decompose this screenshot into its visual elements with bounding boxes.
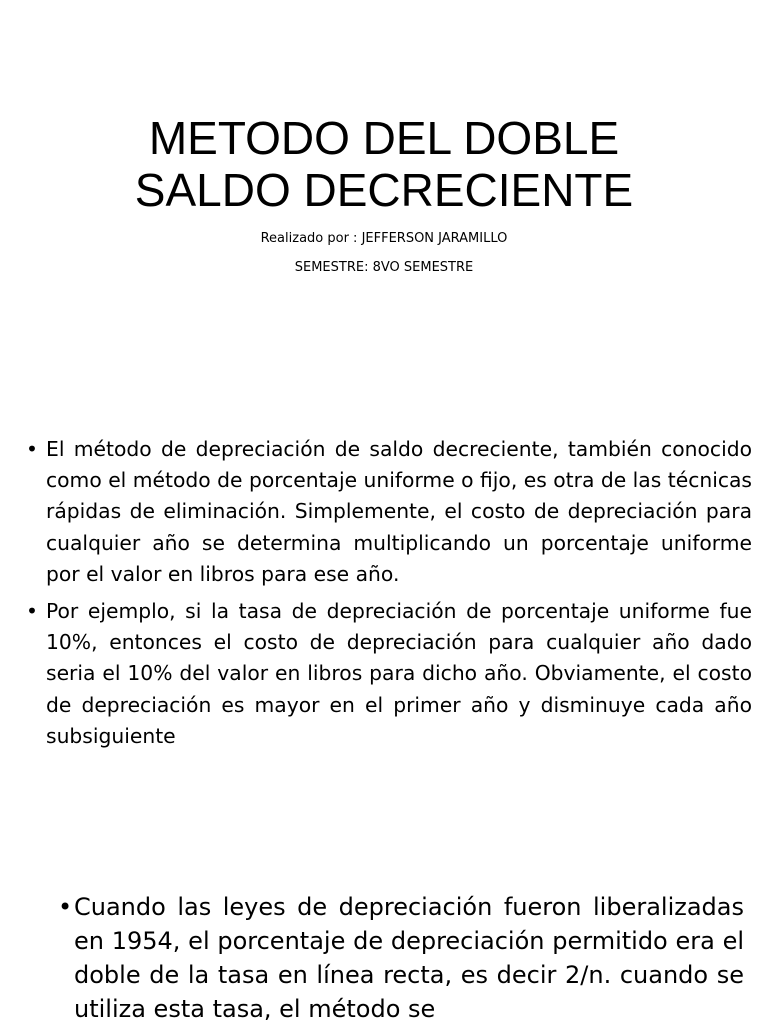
title-line-1: METODO DEL DOBLE	[148, 112, 620, 164]
bullet-icon: •	[26, 437, 38, 461]
author-subtitle: Realizado por : JEFFERSON JARAMILLO	[260, 231, 508, 246]
bullet-text: El método de depreciación de saldo decreciente, también conocido como el método de porcentaje uniforme o fijo, es otra de las técnicas rápidas de eliminación. Simplemente, el costo de depreciación para cualquier año se determina multiplicando un porcentaje uniforme por el valor en libros para ese año.	[46, 437, 752, 586]
content-slide	[0, 390, 768, 860]
content-slide-partial	[0, 860, 768, 1024]
bullet-text: Por ejemplo, si la tasa de depreciación de porcentaje uniforme fue 10%, entonces el costo de depreciación para cualquier año dado seria el 10% del valor en libros para dicho año. Obviamente, el costo de depreciación es mayor en el primer año y disminuye cada año subsiguiente	[46, 599, 752, 748]
bullet-item	[58, 890, 744, 1024]
bullet-icon: •	[26, 599, 38, 624]
bullet-item	[26, 434, 752, 590]
bullet-item	[26, 596, 752, 752]
semester-subtitle: SEMESTRE: 8VO SEMESTRE	[294, 260, 474, 275]
title-line-2: SALDO DECRECIENTE	[134, 164, 634, 216]
title-slide	[0, 0, 768, 390]
bullet-list	[26, 434, 752, 758]
slide-title	[0, 112, 768, 216]
bullet-list	[58, 890, 744, 1024]
bullet-icon: •	[58, 893, 73, 921]
bullet-text: Cuando las leyes de depreciación fueron liberalizadas en 1954, el porcentaje de depreciación permitido era el doble de la tasa en línea recta, es decir 2/n. cuando se utiliza esta tasa, el método se	[74, 893, 744, 1023]
